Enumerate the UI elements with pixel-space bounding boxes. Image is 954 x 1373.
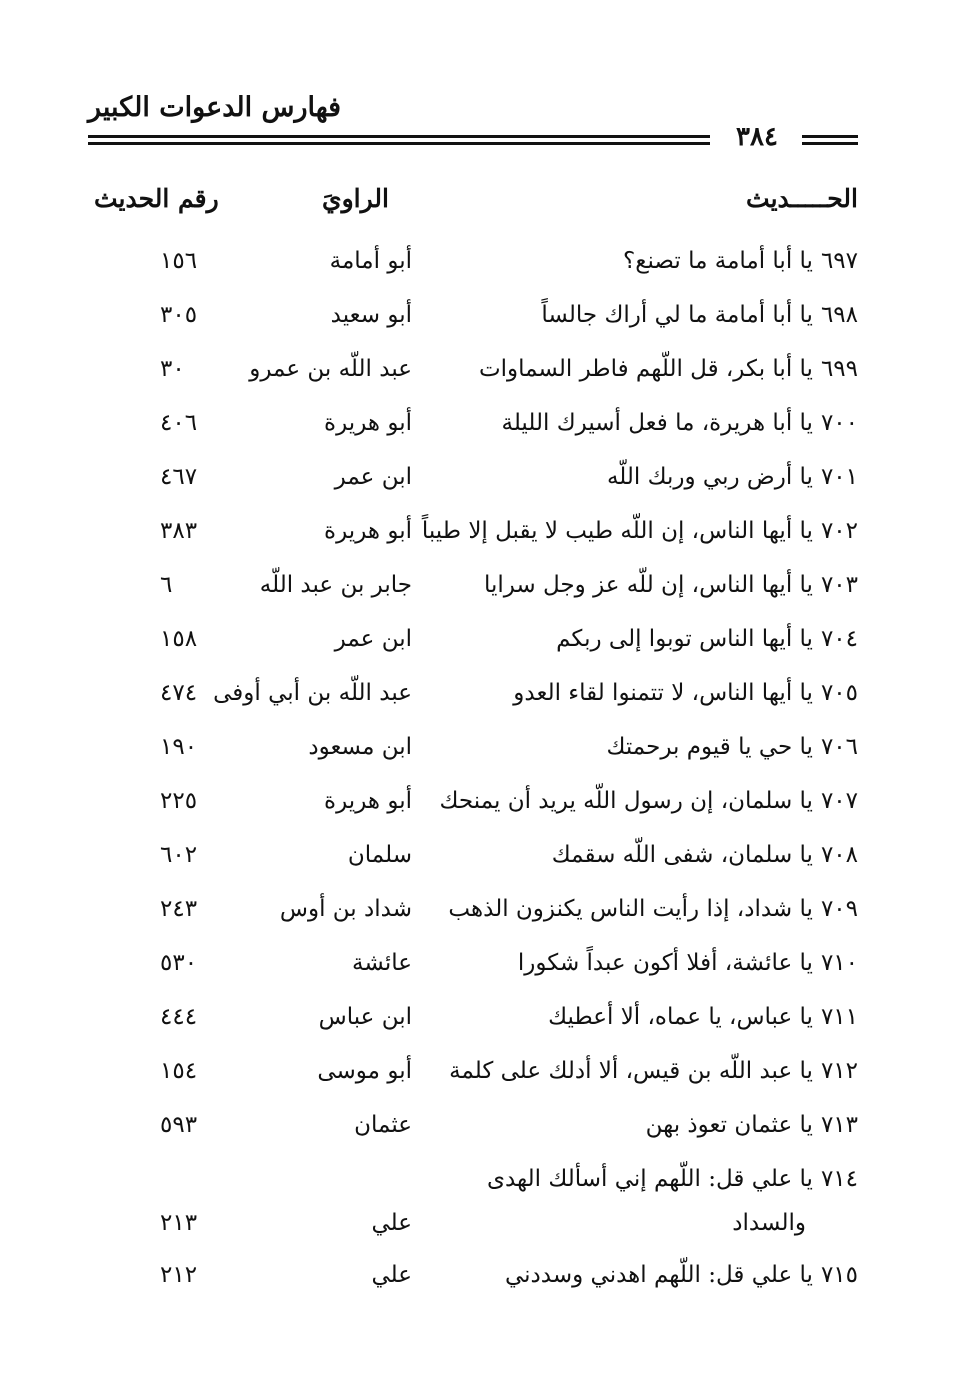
entry-index: ٧١٥ <box>820 1262 858 1288</box>
hadith-cell <box>607 464 858 490</box>
hadith-text: يا علي قل: اللّهم إني أسألك الهدى <box>486 1166 813 1192</box>
narrator-cell: ابن عباس <box>318 1004 412 1030</box>
hadith-number-cell: ٦٠٢ <box>160 842 198 868</box>
hadith-number-cell: ١٥٨ <box>160 626 198 652</box>
hadith-cell <box>623 248 858 274</box>
hadith-cell <box>422 518 858 544</box>
hadith-continuation: والسداد <box>732 1210 806 1236</box>
header-rule-short-top <box>802 135 858 138</box>
table-row <box>0 896 954 950</box>
hadith-cell <box>501 410 858 436</box>
column-header-hadith: الحـــــديث <box>746 184 858 213</box>
narrator-cell: أبو موسى <box>317 1058 412 1084</box>
table-row <box>0 464 954 518</box>
hadith-number-cell: ٣٠ <box>160 356 185 382</box>
narrator-cell: عائشة <box>352 950 412 976</box>
entry-index: ٧٠١ <box>820 464 858 490</box>
narrator-cell: أبو أمامة <box>329 248 412 274</box>
narrator-cell: علي <box>371 1262 412 1288</box>
entry-index: ٧٠٩ <box>820 896 858 922</box>
hadith-text: يا علي قل: اللّهم اهدني وسددني <box>504 1262 813 1288</box>
hadith-cell <box>548 1004 858 1030</box>
table-row <box>0 1004 954 1058</box>
hadith-text: يا سلمان، شفى اللّه سقمك <box>551 842 813 868</box>
hadith-cell <box>487 1166 858 1192</box>
entry-index: ٧٠٨ <box>820 842 858 868</box>
narrator-cell: ابن عمر <box>334 464 412 490</box>
header-rule-long-bottom <box>88 142 710 145</box>
narrator-cell: شداد بن أوس <box>279 896 412 922</box>
table-row <box>0 356 954 410</box>
hadith-text: يا أيها الناس توبوا إلى ربكم <box>556 626 813 652</box>
hadith-cell <box>606 734 858 760</box>
table-row <box>0 734 954 788</box>
narrator-cell: عبد اللّه بن عمرو <box>249 356 412 382</box>
hadith-cell <box>440 788 858 814</box>
table-row <box>0 572 954 626</box>
narrator-cell: أبو هريرة <box>324 788 412 814</box>
narrator-cell: أبو سعيد <box>330 302 412 328</box>
entry-index: ٧٠٤ <box>820 626 858 652</box>
narrator-cell: أبو هريرة <box>324 410 412 436</box>
table-row <box>0 950 954 1004</box>
hadith-text: يا أبا أمامة ما تصنع؟ <box>623 248 813 274</box>
entry-index: ٧١٠ <box>820 950 858 976</box>
table-row <box>0 302 954 356</box>
narrator-cell: ابن مسعود <box>308 734 412 760</box>
entry-index: ٧٠٣ <box>820 572 858 598</box>
hadith-number-cell: ١٥٦ <box>160 248 198 274</box>
hadith-text: يا عباس، يا عماه، ألا أعطيك <box>548 1004 813 1030</box>
entry-index: ٧٠٧ <box>820 788 858 814</box>
table-row <box>0 248 954 302</box>
hadith-cell <box>449 1058 858 1084</box>
hadith-cell <box>552 842 858 868</box>
hadith-cell <box>541 302 858 328</box>
hadith-text: يا أبا أمامة ما لي أراك جالساً <box>541 302 813 328</box>
hadith-number-cell: ١٥٤ <box>160 1058 198 1084</box>
header-rule-short-bottom <box>802 142 858 145</box>
hadith-text: يا أبا بكر، قل اللّهم فاطر السماوات <box>478 356 813 382</box>
entry-index: ٦٩٨ <box>820 302 858 328</box>
hadith-number-cell: ٥٣٠ <box>160 950 198 976</box>
hadith-number-cell: ٢١٣ <box>160 1210 198 1236</box>
narrator-cell: جابر بن عبد اللّه <box>259 572 412 598</box>
hadith-text: يا عبد اللّه بن قيس، ألا أدلك على كلمة <box>449 1058 813 1084</box>
hadith-number-cell: ١٩٠ <box>160 734 198 760</box>
hadith-text: يا أيها الناس، إن اللّه طيب لا يقبل إلا طيباً <box>421 518 813 544</box>
hadith-text: يا سلمان، إن رسول اللّه يريد أن يمنحك <box>439 788 813 814</box>
hadith-cell <box>484 572 858 598</box>
hadith-cell <box>646 1112 858 1138</box>
header-rule-long-top <box>88 135 710 138</box>
hadith-number-cell: ٢٢٥ <box>160 788 198 814</box>
table-row <box>0 1112 954 1166</box>
narrator-cell: ابن عمر <box>334 626 412 652</box>
hadith-cell <box>448 896 858 922</box>
hadith-number-cell: ٤٤٤ <box>160 1004 198 1030</box>
hadith-cell <box>518 950 858 976</box>
hadith-number-cell: ٢٤٣ <box>160 896 198 922</box>
column-header-narrator: الراويَ <box>322 184 389 213</box>
running-title: فهارس الدعوات الكبير <box>88 92 342 123</box>
table-row <box>0 518 954 572</box>
narrator-cell: علي <box>371 1210 412 1236</box>
table-row <box>0 1210 954 1264</box>
table-row <box>0 842 954 896</box>
hadith-cell <box>556 626 858 652</box>
entry-index: ٧٠٢ <box>820 518 858 544</box>
hadith-text: يا أرض ربي وربك اللّه <box>606 464 813 490</box>
entry-index: ٧٠٠ <box>820 410 858 436</box>
hadith-text: يا أيها الناس، لا تتمنوا لقاء العدو <box>513 680 813 706</box>
hadith-text: يا عثمان تعوذ بهن <box>645 1112 813 1138</box>
entry-index: ٧١٢ <box>820 1058 858 1084</box>
hadith-number-cell: ٦ <box>160 572 173 598</box>
hadith-text: يا شداد، إذا رأيت الناس يكنزون الذهب <box>448 896 813 922</box>
table-row <box>0 1058 954 1112</box>
table-row <box>0 410 954 464</box>
hadith-number-cell: ٤٧٤ <box>160 680 198 706</box>
hadith-cell <box>479 356 858 382</box>
narrator-cell: أبو هريرة <box>324 518 412 544</box>
hadith-number-cell: ٢١٢ <box>160 1262 198 1288</box>
table-row <box>0 1262 954 1316</box>
entry-index: ٧١٤ <box>820 1166 858 1192</box>
table-row <box>0 788 954 842</box>
entry-index: ٧٠٥ <box>820 680 858 706</box>
entry-index: ٦٩٩ <box>820 356 858 382</box>
table-row <box>0 680 954 734</box>
entry-index: ٦٩٧ <box>820 248 858 274</box>
hadith-cell <box>513 680 858 706</box>
narrator-cell: عبد اللّه بن أبي أوفى <box>213 680 412 706</box>
entry-index: ٧١٣ <box>820 1112 858 1138</box>
entry-index: ٧١١ <box>820 1004 858 1030</box>
hadith-text: يا أبا هريرة، ما فعل أسيرك الليلة <box>501 410 813 436</box>
table-row <box>0 626 954 680</box>
page-number: ٣٨٤ <box>736 122 778 152</box>
column-header-number: رقم الحديث <box>94 184 219 213</box>
hadith-number-cell: ٣٠٥ <box>160 302 198 328</box>
hadith-number-cell: ٣٨٣ <box>160 518 198 544</box>
hadith-number-cell: ٤٦٧ <box>160 464 198 490</box>
entry-index: ٧٠٦ <box>820 734 858 760</box>
hadith-text: يا عائشة، أفلا أكون عبداً شكورا <box>517 950 813 976</box>
narrator-cell: عثمان <box>354 1112 412 1138</box>
hadith-text: يا أيها الناس، إن للّه عز وجل سرايا <box>483 572 813 598</box>
hadith-text: يا حي يا قيوم برحمتك <box>606 734 813 760</box>
hadith-cell <box>505 1262 858 1288</box>
hadith-number-cell: ٤٠٦ <box>160 410 198 436</box>
hadith-number-cell: ٥٩٣ <box>160 1112 198 1138</box>
narrator-cell: سلمان <box>347 842 412 868</box>
